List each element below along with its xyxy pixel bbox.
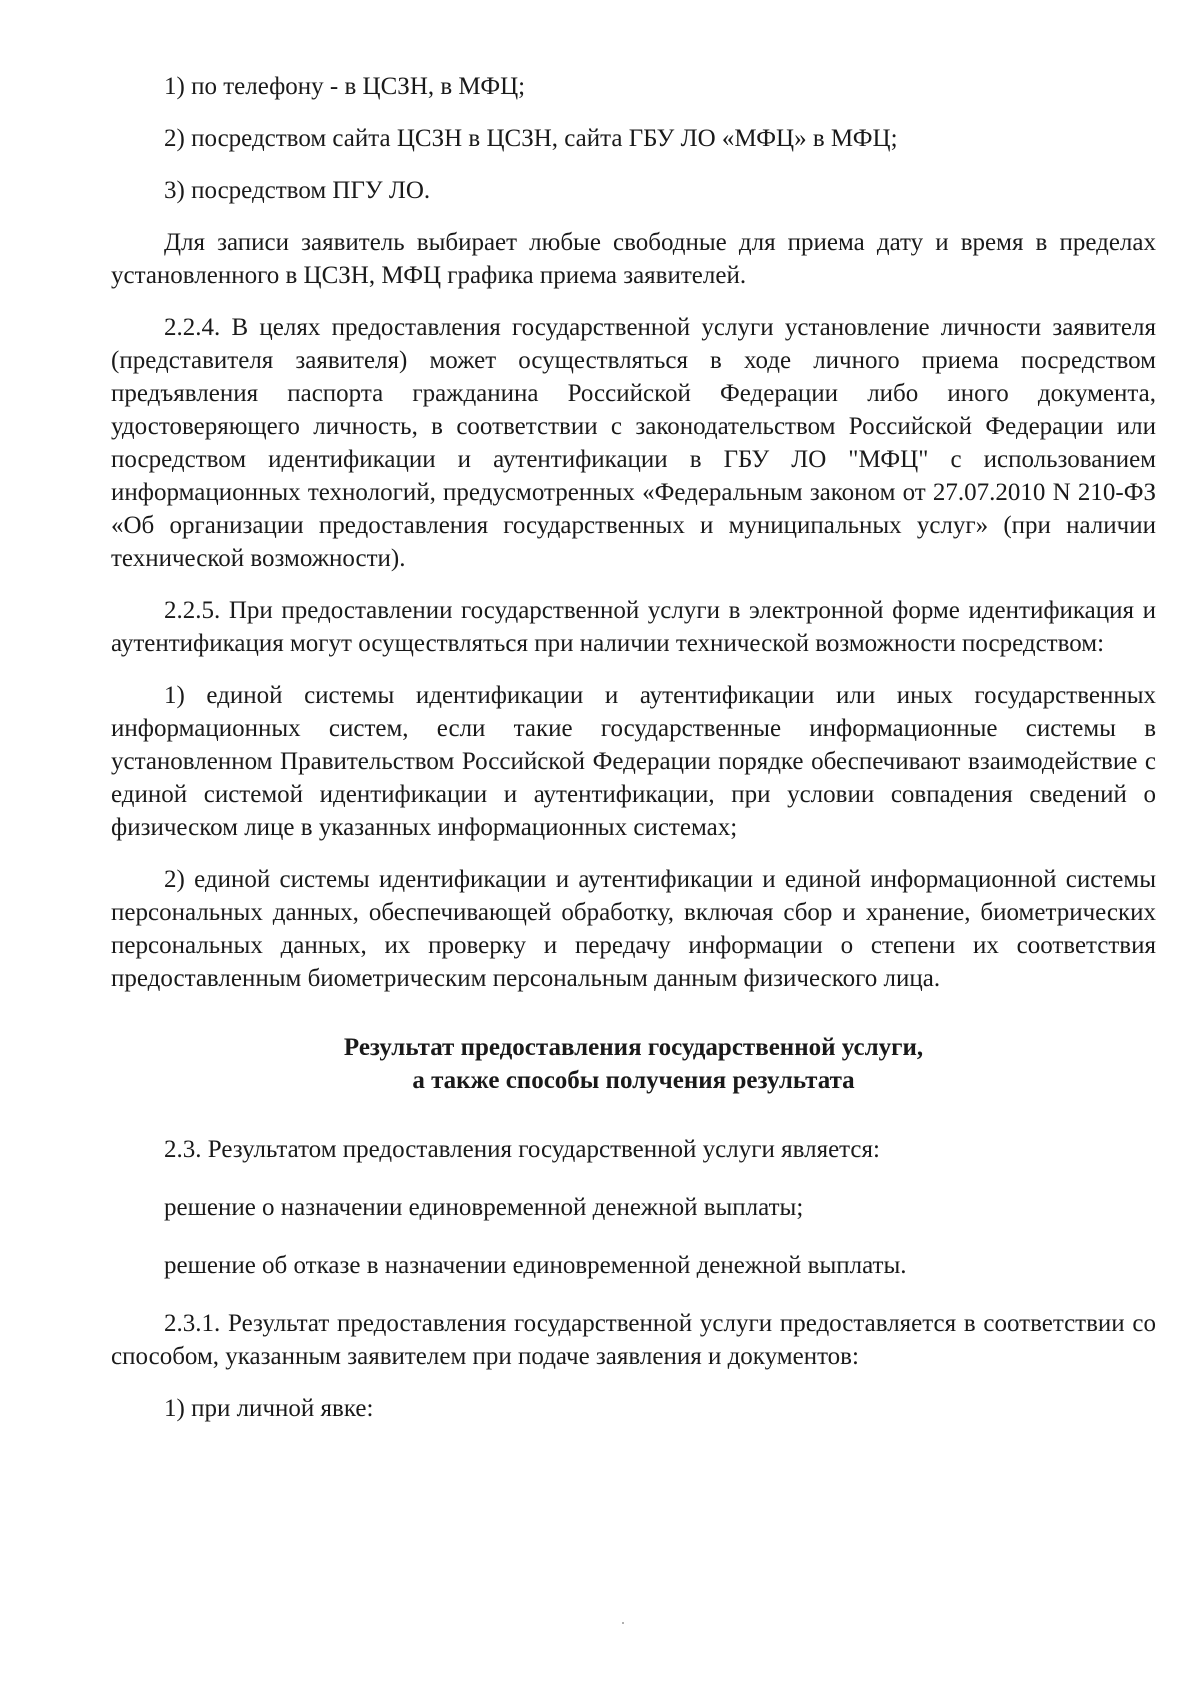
paragraph-2-3: 2.3. Результатом предоставления государственной услуги является: <box>164 1136 880 1163</box>
paragraph-biometric: 2) единой системы идентификации и аутентификации и единой информационной системы персональных данных, обеспечивающей обработку, включая сбор и хранение, биометрических персональных данных, их проверку и передачу информации о степени их соответствия предоставленным биометрическим персональным данным физического лица. <box>111 866 1156 992</box>
document-page <box>111 70 1156 1444</box>
paragraph-pgu: 3) посредством ПГУ ЛО. <box>164 177 431 204</box>
paragraph-website: 2) посредством сайта ЦСЗН в ЦСЗН, сайта ГБУ ЛО «МФЦ» в МФЦ; <box>164 125 898 152</box>
section-heading-line1: Результат предоставления государственной услуги, <box>343 1034 924 1061</box>
paragraph-decision-refusal: решение об отказе в назначении единовременной денежной выплаты. <box>164 1252 907 1279</box>
paragraph-esia: 1) единой системы идентификации и аутентификации или иных государственных информационных систем, если такие государственные информационные системы в установленном Правительством Российской Федерации порядке обеспечивают взаимодействие с единой системой идентификации и аутентификации, при условии совпадения сведений о физическом лице в указанных информационных системах; <box>111 682 1156 841</box>
section-heading <box>111 1031 1156 1097</box>
section-heading-line2: а также способы получения результата <box>412 1067 855 1094</box>
paragraph-2-2-5: 2.2.5. При предоставлении государственной услуги в электронной форме идентификация и аутентификация могут осуществляться при наличии технической возможности посредством: <box>111 597 1156 657</box>
paragraph-2-2-4: 2.2.4. В целях предоставления государственной услуги установление личности заявителя (представителя заявителя) может осуществляться в ходе личного приема посредством предъявления паспорта гражданина Российской Федерации либо иного документа, удостоверяющего личность, в соответствии с законодательством Российской Федерации или посредством идентификации и аутентификации в ГБУ ЛО "МФЦ" с использованием информационных технологий, предусмотренных «Федеральным законом от 27.07.2010 N 210-ФЗ «Об организации предоставления государственных и муниципальных услуг» (при наличии технической возможности). <box>111 314 1156 572</box>
paragraph-appointment: Для записи заявитель выбирает любые свободные для приема дату и время в пределах установленного в ЦСЗН, МФЦ графика приема заявителей. <box>111 229 1156 289</box>
scan-speck <box>622 1622 624 1624</box>
paragraph-in-person: 1) при личной явке: <box>164 1395 374 1422</box>
paragraph-2-3-1: 2.3.1. Результат предоставления государственной услуги предоставляется в соответствии со способом, указанным заявителем при подаче заявления и документов: <box>111 1310 1156 1370</box>
paragraph-decision-grant: решение о назначении единовременной денежной выплаты; <box>164 1194 804 1221</box>
paragraph-phone: 1) по телефону - в ЦСЗН, в МФЦ; <box>164 73 526 100</box>
